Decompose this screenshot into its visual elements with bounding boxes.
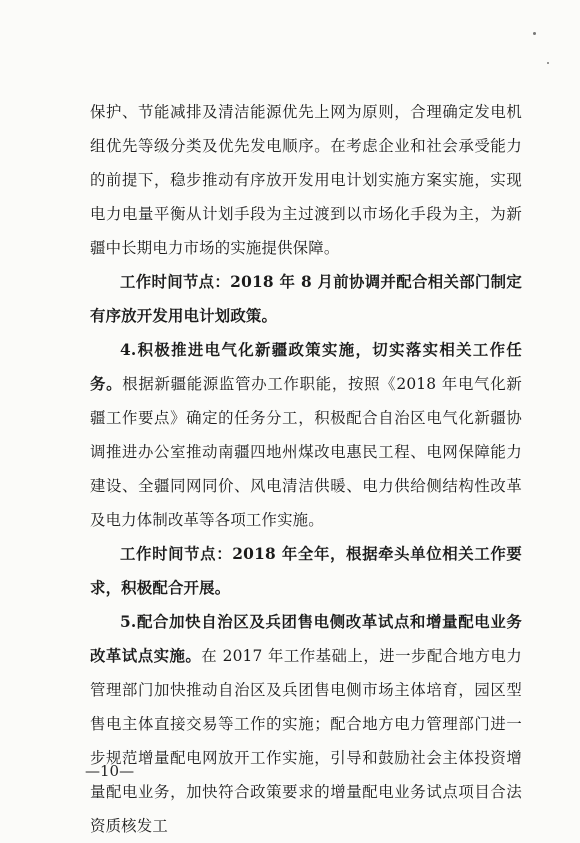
item-5-heading: 5.配合加快自治区及兵团售电侧改革试点和增量配电业务改革试点实施。 <box>90 613 522 665</box>
body-text <box>90 95 522 843</box>
paragraph-item-4 <box>90 333 522 537</box>
item-4-body: 根据新疆能源监管办工作职能，按照《2018 年电气化新疆工作要点》确定的任务分工，积极配合自治区电气化新疆协调推进办公室推动南疆四地州煤改电惠民工程、电网保障能力建设、全疆同网同价、风电清洁供暖、电力供给侧结构性改革及电力体制改革等各项工作实施。 <box>90 375 522 529</box>
paragraph-time-node-aug: 工作时间节点：2018 年 8 月前协调并配合相关部门制定有序放开发用电计划政策。 <box>90 273 522 325</box>
paragraph-time-node-fullyear: 工作时间节点：2018 年全年，根据牵头单位相关工作要求，积极配合开展。 <box>90 545 522 597</box>
item-4-heading: 4.积极推进电气化新疆政策实施，切实落实相关工作任务。 <box>90 341 522 393</box>
paragraph-item-5 <box>90 605 522 843</box>
item-5-body: 在 2017 年工作基础上，进一步配合地方电力管理部门加快推动自治区及兵团售电侧市场主体培育，园区型售电主体直接交易等工作的实施；配合地方电力管理部门进一步规范增量配电网放开工作实施，引导和鼓励社会主体投资增量配电业务，加快符合政策要求的增量配电业务试点项目合法资质核发工 <box>90 647 522 835</box>
scan-speck <box>547 62 549 64</box>
paragraph-principle-continuation: 保护、节能减排及清洁能源优先上网为原则，合理确定发电机组优先等级分类及优先发电顺序。在考虑企业和社会承受能力的前提下，稳步推动有序放开发用电计划实施方案实施，实现电力电量平衡从计划手段为主过渡到以市场化手段为主，为新疆中长期电力市场的实施提供保障。 <box>90 103 522 257</box>
page-number: —10— <box>85 762 135 780</box>
scan-speck <box>533 32 536 35</box>
